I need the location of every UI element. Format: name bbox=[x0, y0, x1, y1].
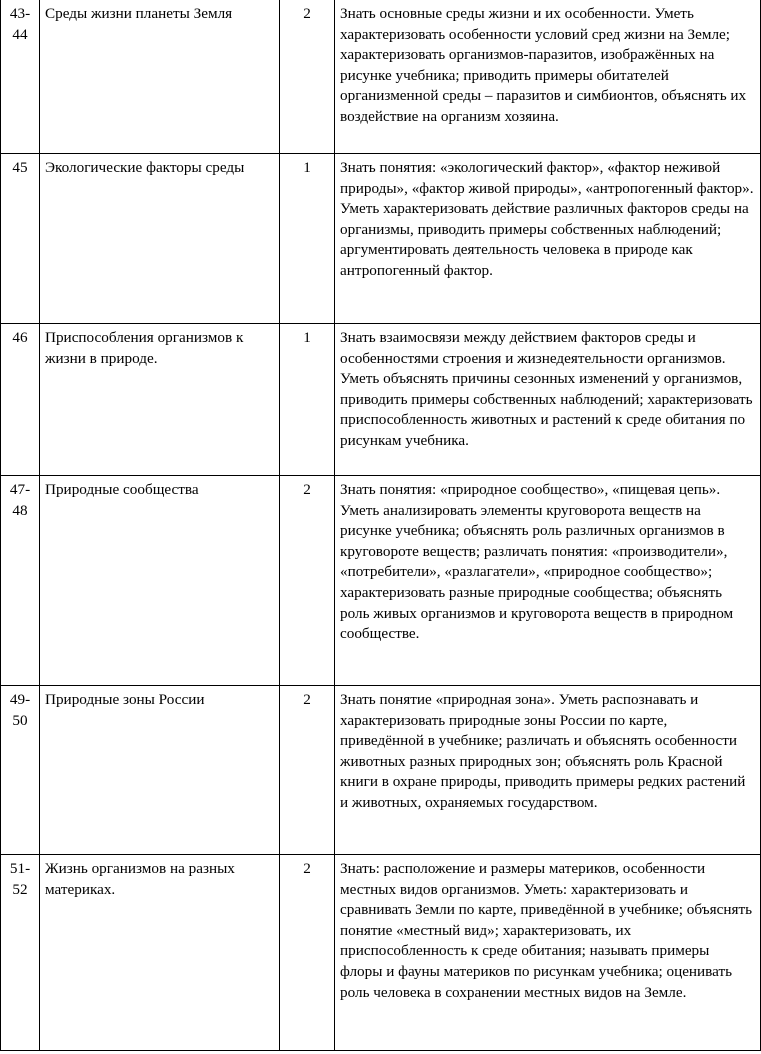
lesson-number: 49-50 bbox=[1, 686, 40, 855]
lesson-hours: 2 bbox=[280, 686, 335, 855]
lesson-number: 51-52 bbox=[1, 855, 40, 1051]
lesson-number: 47-48 bbox=[1, 476, 40, 686]
lesson-hours: 1 bbox=[280, 154, 335, 324]
lesson-topic: Жизнь организмов на разных материках. bbox=[40, 855, 280, 1051]
table-row bbox=[1, 855, 761, 1051]
lesson-requirements: Знать взаимосвязи между действием факторов среды и особенностями строения и жизнедеятельности организмов. Уметь объяснять причины сезонных изменений у организмов, приводить примеры собственных наблюдений; характеризовать приспособленность животных и растений к среде обитания по рисункам учебника. bbox=[335, 324, 761, 476]
table-row bbox=[1, 0, 761, 154]
lesson-topic: Природные зоны России bbox=[40, 686, 280, 855]
lesson-requirements: Знать: расположение и размеры материков, особенности местных видов организмов. Уметь: характеризовать и сравнивать Земли по карте, приведённой в учебнике; объяснять понятие «местный вид»; характеризовать, их приспособленность к среде обитания; называть примеры флоры и фауны материков по рисункам учебника; оценивать роль человека в сохранении местных видов на Земле. bbox=[335, 855, 761, 1051]
lesson-topic: Экологические факторы среды bbox=[40, 154, 280, 324]
lesson-hours: 1 bbox=[280, 324, 335, 476]
lesson-number: 46 bbox=[1, 324, 40, 476]
lesson-requirements: Знать понятия: «природное сообщество», «пищевая цепь». Уметь анализировать элементы круговорота веществ на рисунке учебника; объяснять роль различных организмов в круговороте веществ; различать понятия: «производители», «потребители», «разлагатели», «природное сообщество»; характеризовать разные природные сообщества; объяснять роль живых организмов и круговорота веществ в природном сообществе. bbox=[335, 476, 761, 686]
table-row bbox=[1, 686, 761, 855]
lesson-requirements: Знать основные среды жизни и их особенности. Уметь характеризовать особенности условий сред жизни на Земле; характеризовать организмов-паразитов, изображённых на рисунке учебника; приводить примеры обитателей организменной среды – паразитов и симбионтов, объяснять их воздействие на организм хозяина. bbox=[335, 0, 761, 154]
table-row bbox=[1, 476, 761, 686]
lesson-topic: Приспособления организмов к жизни в природе. bbox=[40, 324, 280, 476]
table-row bbox=[1, 324, 761, 476]
lesson-requirements: Знать понятие «природная зона». Уметь распознавать и характеризовать природные зоны России по карте, приведённой в учебнике; различать и объяснять особенности животных разных природных зон; объяснять роль Красной книги в охране природы, приводить примеры редких растений и животных, охраняемых государством. bbox=[335, 686, 761, 855]
lesson-hours: 2 bbox=[280, 476, 335, 686]
lesson-hours: 2 bbox=[280, 855, 335, 1051]
lesson-number: 45 bbox=[1, 154, 40, 324]
lesson-topic: Природные сообщества bbox=[40, 476, 280, 686]
lesson-topic: Среды жизни планеты Земля bbox=[40, 0, 280, 154]
table-row bbox=[1, 154, 761, 324]
lesson-hours: 2 bbox=[280, 0, 335, 154]
lesson-requirements: Знать понятия: «экологический фактор», «фактор неживой природы», «фактор живой природы», «антропогенный фактор». Уметь характеризовать действие различных факторов среды на организмы, приводить примеры собственных наблюдений; аргументировать деятельность человека в природе как антропогенный фактор. bbox=[335, 154, 761, 324]
lesson-number: 43-44 bbox=[1, 0, 40, 154]
